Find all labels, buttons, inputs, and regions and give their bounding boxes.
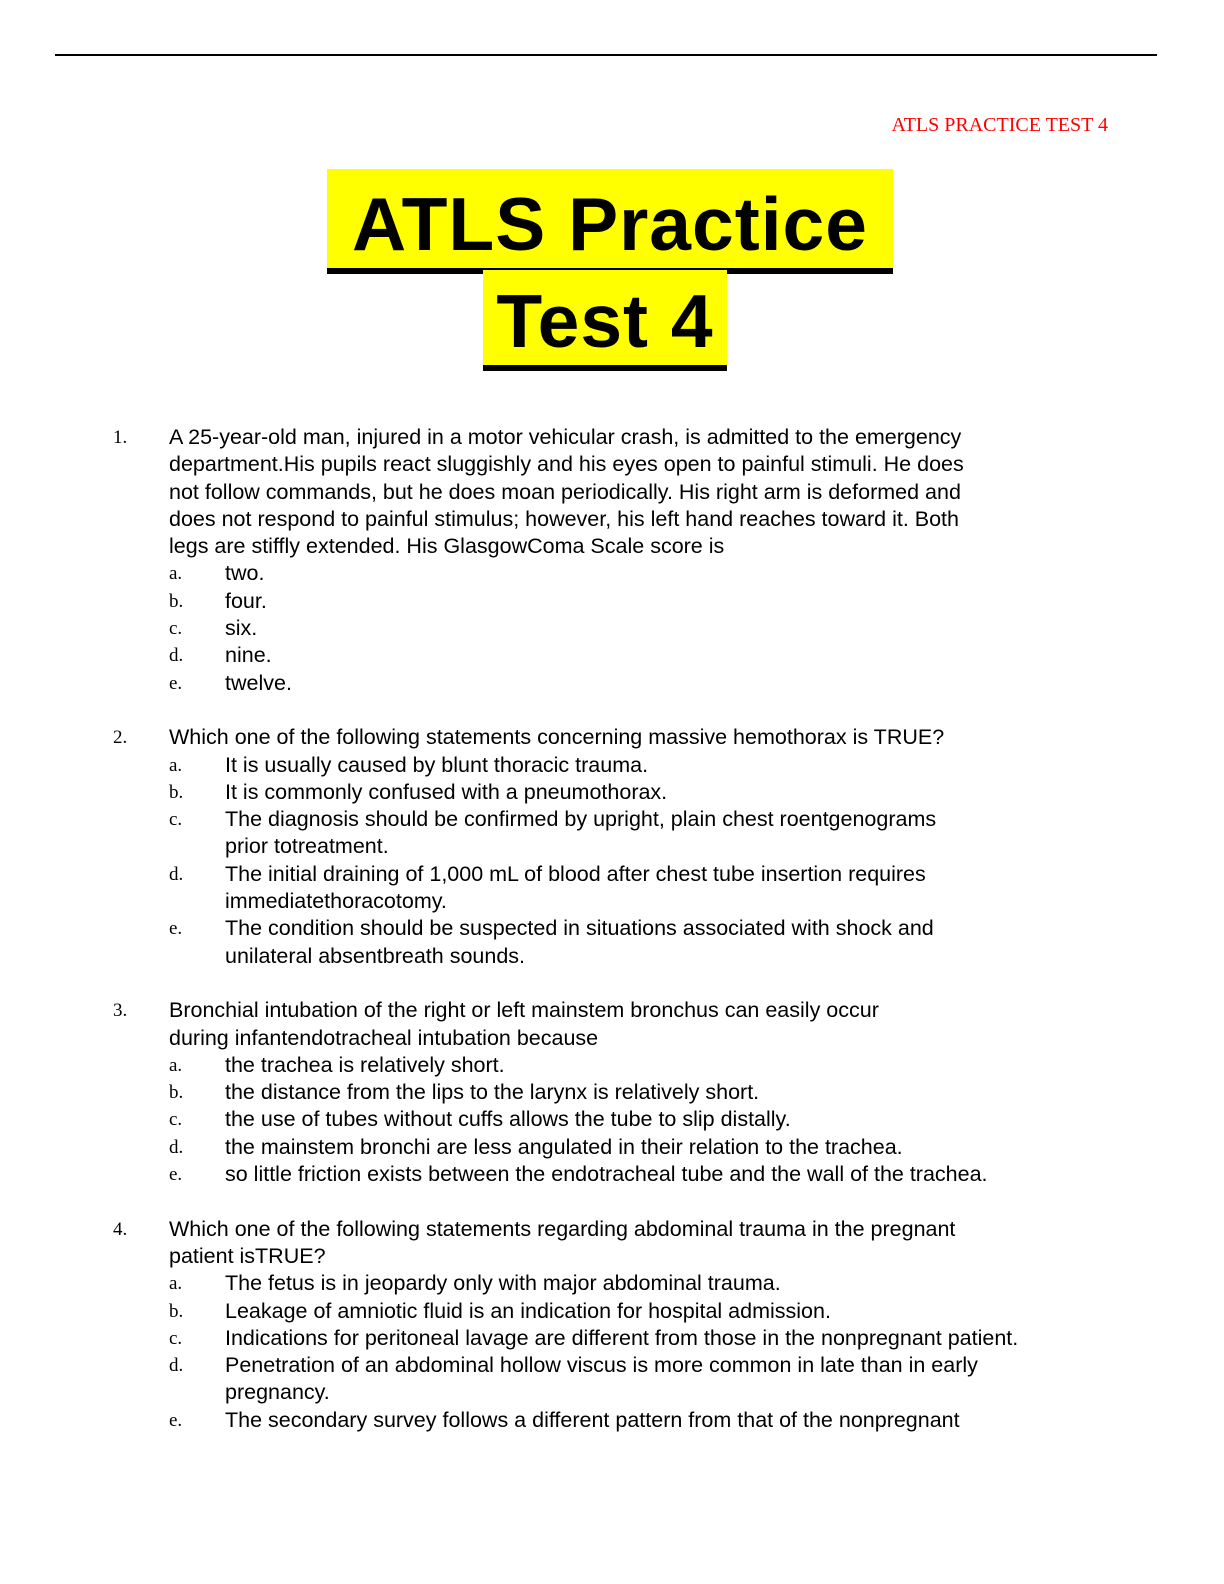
question-1 bbox=[0, 424, 1224, 697]
option-text-line: Leakage of amniotic fluid is an indication for hospital admission. bbox=[225, 1298, 831, 1323]
answer-option bbox=[0, 806, 1224, 861]
option-letter: c. bbox=[169, 1109, 183, 1131]
option-letter: b. bbox=[169, 590, 184, 612]
option-text-line: The initial draining of 1,000 mL of blood after chest tube insertion requires bbox=[225, 861, 926, 886]
question-number: 4. bbox=[113, 1218, 128, 1240]
option-text-line: two. bbox=[225, 561, 265, 586]
option-letter: a. bbox=[169, 1054, 183, 1076]
option-letter: c. bbox=[169, 618, 183, 640]
question-number: 2. bbox=[113, 727, 128, 749]
option-text-line: four. bbox=[225, 588, 267, 613]
header-rule bbox=[55, 54, 1157, 56]
answer-option bbox=[0, 615, 1224, 642]
option-text-line: nine. bbox=[225, 643, 272, 668]
option-text-line: the use of tubes without cuffs allows the tube to slip distally. bbox=[225, 1107, 791, 1132]
answer-option bbox=[0, 1079, 1224, 1106]
answer-option bbox=[0, 1161, 1224, 1188]
option-text-line: The diagnosis should be confirmed by upright, plain chest roentgenograms bbox=[225, 807, 937, 832]
question-text-line: patient isTRUE? bbox=[169, 1243, 326, 1268]
option-text-line: Penetration of an abdominal hollow viscus is more common in late than in early bbox=[225, 1353, 978, 1378]
option-letter: b. bbox=[169, 1300, 184, 1322]
question-4 bbox=[0, 1216, 1224, 1434]
answer-option bbox=[0, 1352, 1224, 1407]
option-text-line: It is commonly confused with a pneumothorax. bbox=[225, 779, 668, 804]
question-number: 3. bbox=[113, 1000, 128, 1022]
option-letter: d. bbox=[169, 1355, 184, 1377]
option-letter: a. bbox=[169, 754, 183, 776]
question-number: 1. bbox=[113, 427, 128, 448]
option-letter: b. bbox=[169, 1082, 184, 1104]
question-text-line: department.His pupils react sluggishly and his eyes open to painful stimuli. He does bbox=[169, 452, 964, 477]
answer-option bbox=[0, 588, 1224, 615]
option-text-line: six. bbox=[225, 616, 258, 641]
option-letter: d. bbox=[169, 1136, 184, 1158]
answer-option bbox=[0, 670, 1224, 697]
answer-option bbox=[0, 1407, 1224, 1434]
option-letter: b. bbox=[169, 781, 184, 803]
answer-option bbox=[0, 1134, 1224, 1161]
answer-option bbox=[0, 1270, 1224, 1297]
answer-option bbox=[0, 560, 1224, 587]
option-text-line: twelve. bbox=[225, 670, 292, 695]
title-line-2: Test 4 bbox=[483, 284, 727, 371]
answer-option bbox=[0, 779, 1224, 806]
answer-option bbox=[0, 1106, 1224, 1133]
option-letter: e. bbox=[169, 1409, 183, 1431]
question-text-line: during infantendotracheal intubation because bbox=[169, 1025, 599, 1050]
question-text-line: does not respond to painful stimulus; however, his left hand reaches toward it. Both bbox=[169, 506, 959, 531]
answer-option bbox=[0, 752, 1224, 779]
option-text-line: The condition should be suspected in situations associated with shock and bbox=[225, 916, 934, 941]
answer-option bbox=[0, 1325, 1224, 1352]
option-letter: e. bbox=[169, 918, 183, 940]
option-letter: e. bbox=[169, 672, 183, 694]
question-text-line: A 25-year-old man, injured in a motor vehicular crash, is admitted to the emergency bbox=[169, 425, 962, 449]
option-text-line: Indications for peritoneal lavage are different from those in the nonpregnant patient. bbox=[225, 1325, 1019, 1350]
answer-option bbox=[0, 1298, 1224, 1325]
option-text-line: unilateral absentbreath sounds. bbox=[225, 943, 526, 968]
question-text-line: Bronchial intubation of the right or left mainstem bronchus can easily occur bbox=[169, 998, 879, 1023]
option-letter: d. bbox=[169, 645, 184, 667]
question-list bbox=[0, 424, 1224, 1461]
option-letter: e. bbox=[169, 1164, 183, 1186]
option-text-line: immediatethoracotomy. bbox=[225, 889, 447, 914]
running-header: ATLS PRACTICE TEST 4 bbox=[891, 114, 1108, 136]
option-text-line: the trachea is relatively short. bbox=[225, 1052, 505, 1077]
option-text-line: the distance from the lips to the larynx is relatively short. bbox=[225, 1080, 760, 1105]
option-text-line: The fetus is in jeopardy only with major abdominal trauma. bbox=[225, 1271, 781, 1296]
option-letter: c. bbox=[169, 1327, 183, 1349]
option-letter: a. bbox=[169, 1273, 183, 1295]
option-text-line: The secondary survey follows a different pattern from that of the nonpregnant bbox=[225, 1407, 960, 1432]
answer-option bbox=[0, 642, 1224, 669]
option-text-line: pregnancy. bbox=[225, 1380, 330, 1405]
question-text-line: Which one of the following statements regarding abdominal trauma in the pregnant bbox=[169, 1216, 956, 1241]
option-text-line: so little friction exists between the endotracheal tube and the wall of the trachea. bbox=[225, 1162, 988, 1187]
question-text-line: legs are stiffly extended. His GlasgowComa Scale score is bbox=[169, 534, 725, 559]
answer-option bbox=[0, 861, 1224, 916]
title-line-1-highlight bbox=[327, 169, 893, 270]
option-text-line: prior totreatment. bbox=[225, 834, 389, 859]
title-line-2-highlight bbox=[483, 270, 727, 369]
question-2 bbox=[0, 724, 1224, 970]
answer-option bbox=[0, 915, 1224, 970]
title-line-1: ATLS Practice bbox=[327, 187, 893, 274]
option-letter: d. bbox=[169, 863, 184, 885]
option-letter: c. bbox=[169, 809, 183, 831]
question-text-line: not follow commands, but he does moan periodically. His right arm is deformed and bbox=[169, 479, 961, 504]
option-letter: a. bbox=[169, 563, 183, 585]
option-text-line: the mainstem bronchi are less angulated in their relation to the trachea. bbox=[225, 1134, 903, 1159]
question-text-line: Which one of the following statements concerning massive hemothorax is TRUE? bbox=[169, 725, 945, 750]
question-3 bbox=[0, 997, 1224, 1188]
answer-option bbox=[0, 1052, 1224, 1079]
option-text-line: It is usually caused by blunt thoracic trauma. bbox=[225, 752, 649, 777]
